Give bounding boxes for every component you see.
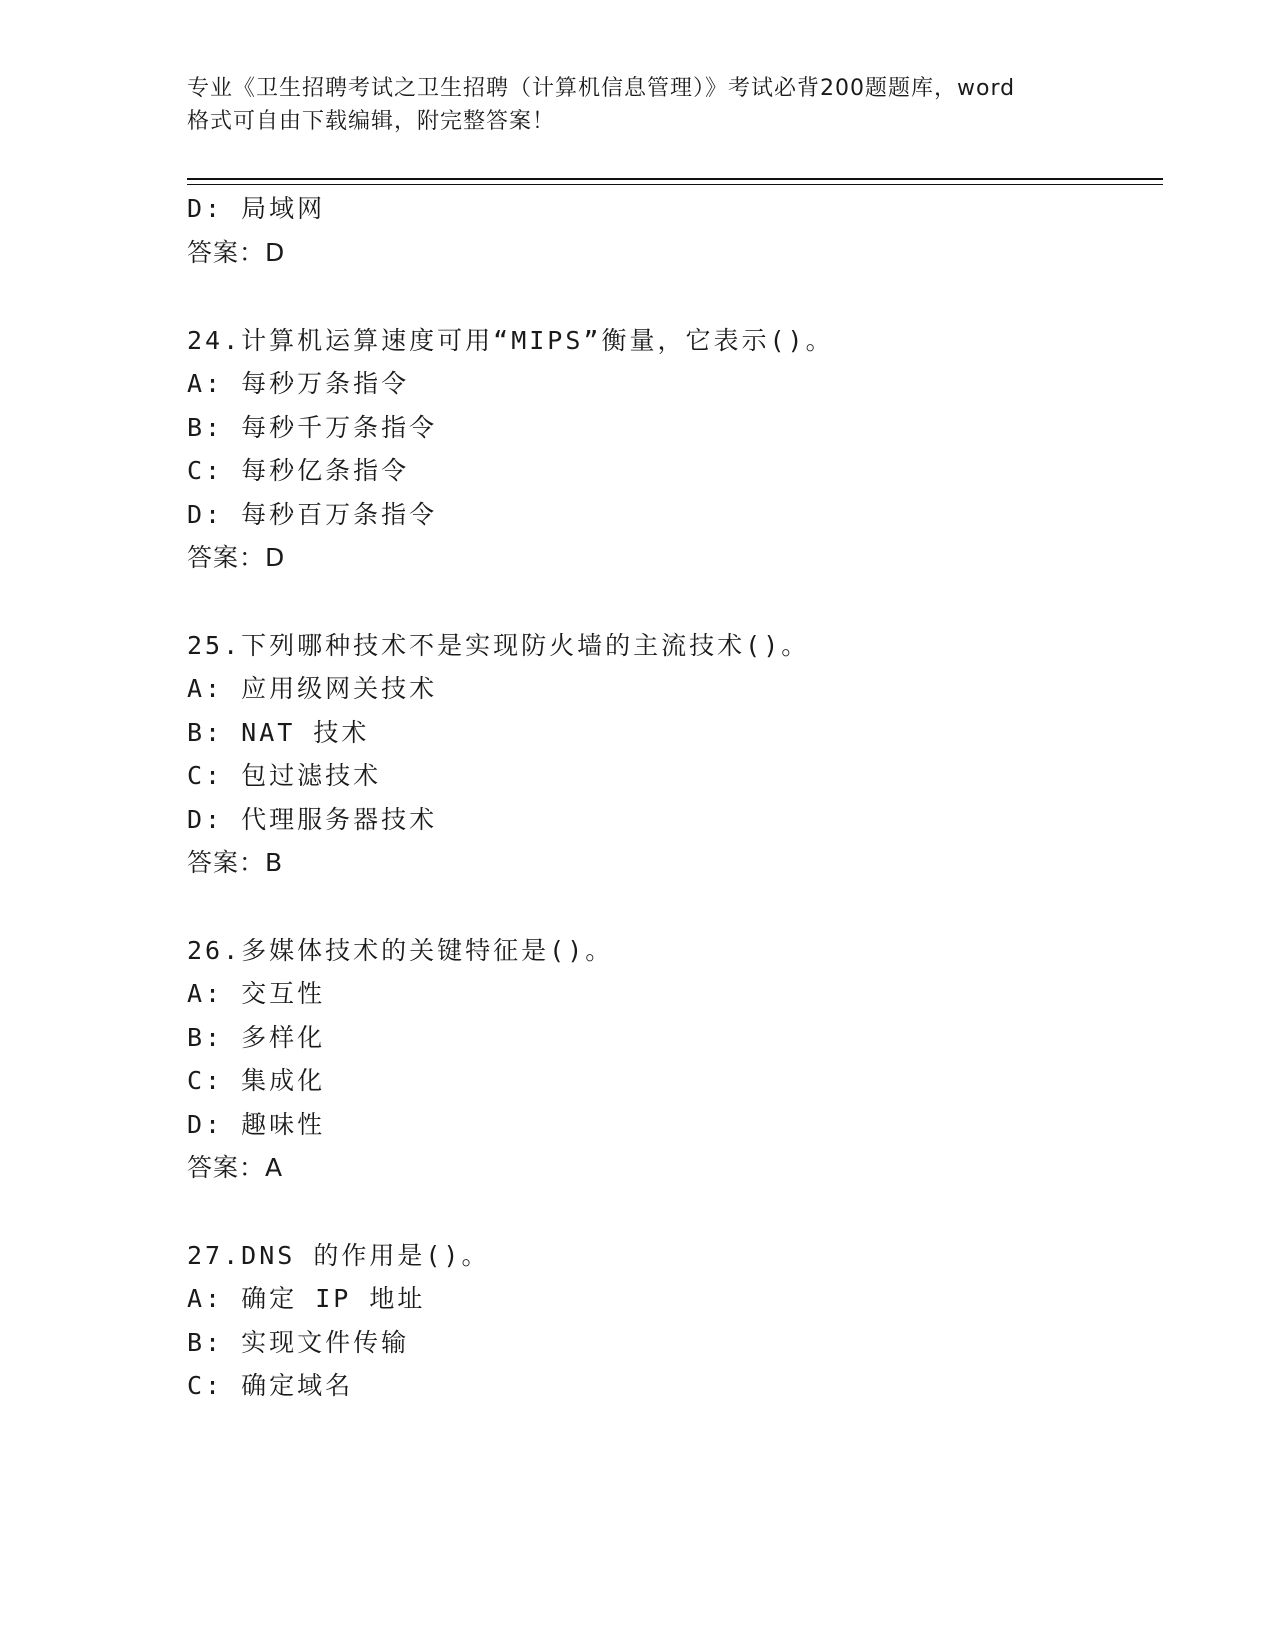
header-line-2: 格式可自由下载编辑，附完整答案！ <box>187 109 556 134</box>
question-26-answer: 答案：A <box>187 1153 284 1182</box>
question-24-option-d: D: 每秒百万条指令 <box>187 500 438 529</box>
question-24-answer: 答案：D <box>187 543 286 572</box>
question-25-option-d: D: 代理服务器技术 <box>187 805 438 834</box>
question-24-title: 24.计算机运算速度可用“MIPS”衡量，它表示()。 <box>187 326 834 355</box>
question-25-option-a: A: 应用级网关技术 <box>187 674 438 703</box>
header-line-1: 专业《卫生招聘考试之卫生招聘（计算机信息管理）》考试必背200题题库，word <box>187 76 1016 101</box>
question-25-option-c: C: 包过滤技术 <box>187 761 382 790</box>
question-27-option-a: A: 确定 IP 地址 <box>187 1284 426 1313</box>
question-26-title: 26.多媒体技术的关键特征是()。 <box>187 936 614 965</box>
question-26-option-b: B: 多样化 <box>187 1023 326 1052</box>
question-27-option-c: C: 确定域名 <box>187 1371 354 1400</box>
question-25-option-b: B: NAT 技术 <box>187 718 370 747</box>
question-24-option-a: A: 每秒万条指令 <box>187 369 410 398</box>
question-26-option-a: A: 交互性 <box>187 979 326 1008</box>
question-26-option-c: C: 集成化 <box>187 1066 326 1095</box>
question-26-option-d: D: 趣味性 <box>187 1110 326 1139</box>
prev-answer: 答案：D <box>187 238 286 267</box>
header-divider-thin <box>187 184 1163 185</box>
header-divider-thick <box>187 178 1163 180</box>
question-24-option-b: B: 每秒千万条指令 <box>187 413 438 442</box>
question-27-option-b: B: 实现文件传输 <box>187 1328 410 1357</box>
question-27-title: 27.DNS 的作用是()。 <box>187 1241 490 1270</box>
question-25-answer: 答案：B <box>187 848 284 877</box>
prev-option-d: D: 局域网 <box>187 194 326 223</box>
question-25-title: 25.下列哪种技术不是实现防火墙的主流技术()。 <box>187 631 810 660</box>
question-24-option-c: C: 每秒亿条指令 <box>187 456 410 485</box>
document-header <box>187 72 1087 138</box>
